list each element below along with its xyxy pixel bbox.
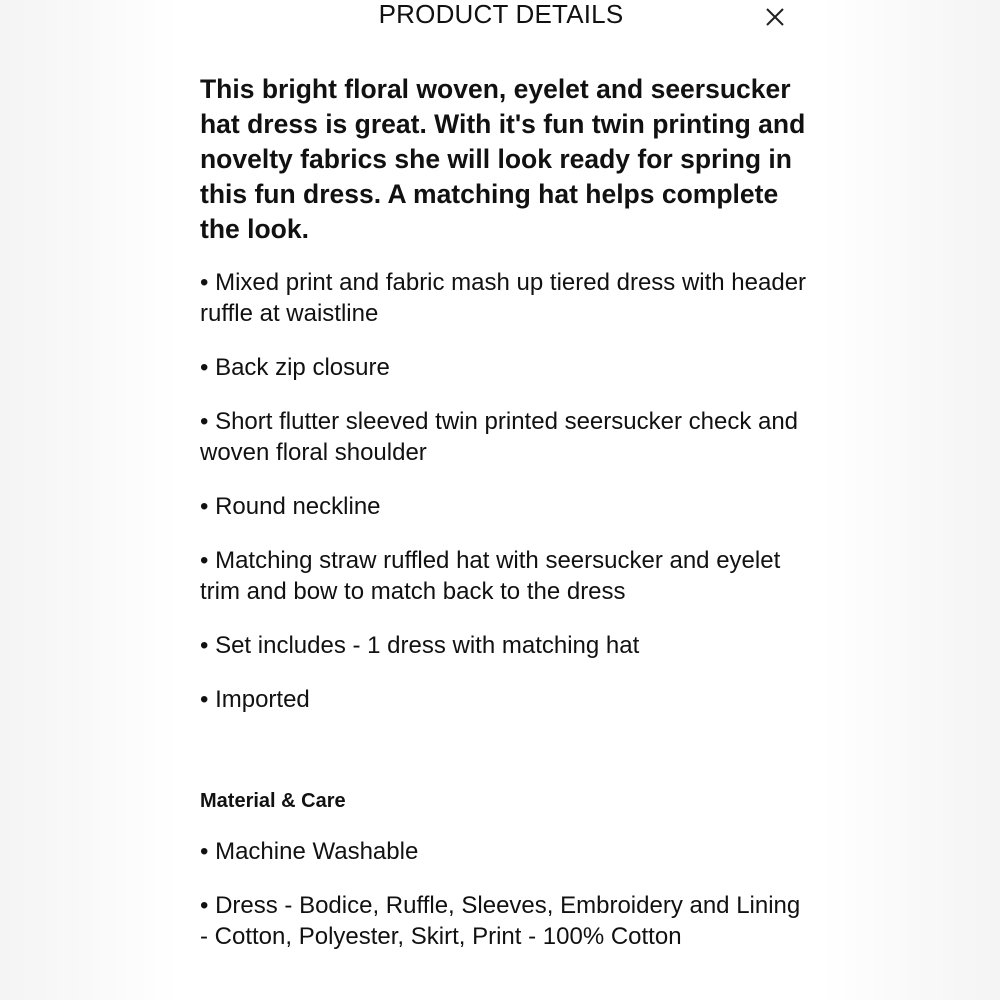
feature-item: • Set includes - 1 dress with matching hat [200, 632, 640, 659]
feature-list [200, 267, 810, 715]
material-care-list [200, 836, 810, 952]
feature-item: • Round neckline [200, 493, 381, 520]
details-content [200, 72, 810, 975]
care-item: • Dress - Bodice, Ruffle, Sleeves, Embroidery and Lining - Cotton, Polyester, Skirt, Print - 100% Cotton [200, 892, 801, 950]
feature-item: • Short flutter sleeved twin printed seersucker check and woven floral shoulder [200, 408, 799, 466]
product-description: This bright floral woven, eyelet and seersucker hat dress is great. With it's fun twin printing and novelty fabrics she will look ready for spring in this fun dress. A matching hat helps complete the look. [200, 74, 806, 244]
panel-header [178, 0, 824, 34]
care-item: • Machine Washable [200, 838, 419, 865]
material-care-heading: Material & Care [200, 790, 346, 812]
product-details-panel [178, 0, 824, 1000]
feature-item: • Matching straw ruffled hat with seersucker and eyelet trim and bow to match back to the dress [200, 547, 781, 605]
feature-item: • Back zip closure [200, 354, 390, 381]
close-button[interactable] [762, 4, 788, 30]
panel-title: PRODUCT DETAILS [378, 0, 624, 29]
feature-item: • Imported [200, 686, 310, 713]
feature-item: • Mixed print and fabric mash up tiered dress with header ruffle at waistline [200, 269, 807, 327]
close-icon [762, 4, 788, 30]
